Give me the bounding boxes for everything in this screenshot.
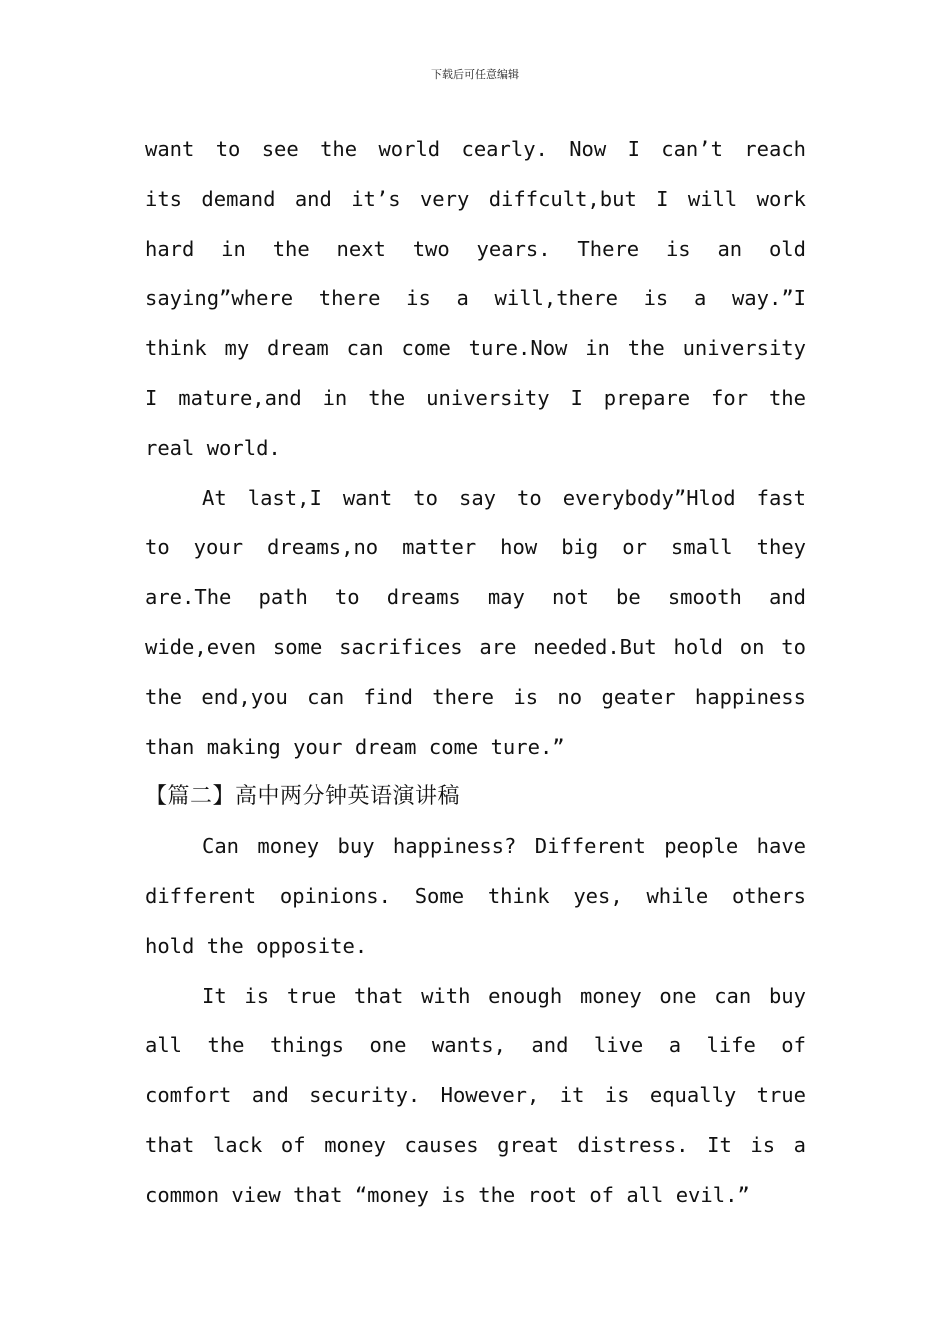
text-line: are.The path to dreams may not be smooth and (145, 585, 806, 610)
paragraph (145, 125, 806, 474)
text-line: Can money buy happiness? Different people have (202, 834, 806, 859)
text-line: than making your dream come ture.” (145, 734, 565, 759)
text-line: its demand and it’s very diffcult,but I will work (145, 186, 806, 211)
text-line: It is true that with enough money one can buy (202, 983, 806, 1008)
document-body (145, 125, 806, 1221)
text-line: comfort and security. However, it is equally true (145, 1083, 806, 1108)
text-line: wide,even some sacrifices are needed.But hold on to (145, 634, 806, 659)
text-line: want to see the world cearly. Now I can’t reach (145, 137, 806, 161)
text-line: hard in the next two years. There is an old (145, 236, 806, 261)
text-line: At last,I want to say to everybody”Hlod fast (202, 485, 806, 510)
text-line: real world. (145, 435, 281, 460)
paragraph (145, 972, 806, 1221)
text-line: common view that “money is the root of all evil.” (145, 1182, 750, 1207)
text-line: think my dream can come ture.Now in the university (145, 336, 806, 361)
text-line: to your dreams,no matter how big or small they (145, 535, 806, 560)
text-line: hold the opposite. (145, 933, 368, 958)
text-line: different opinions. Some think yes, while others (145, 883, 806, 908)
text-line: I mature,and in the university I prepare for the (145, 385, 806, 410)
page-header: 下载后可任意编辑 (431, 68, 519, 81)
text-line: all the things one wants, and live a life of (145, 1033, 806, 1058)
paragraph (145, 822, 806, 971)
section-heading: 【篇二】高中两分钟英语演讲稿 (145, 784, 461, 810)
text-line: the end,you can find there is no geater happiness (145, 684, 806, 709)
text-line: that lack of money causes great distress. It is a (145, 1132, 806, 1157)
paragraph (145, 474, 806, 773)
text-line: saying”where there is a will,there is a way.”I (145, 286, 806, 311)
